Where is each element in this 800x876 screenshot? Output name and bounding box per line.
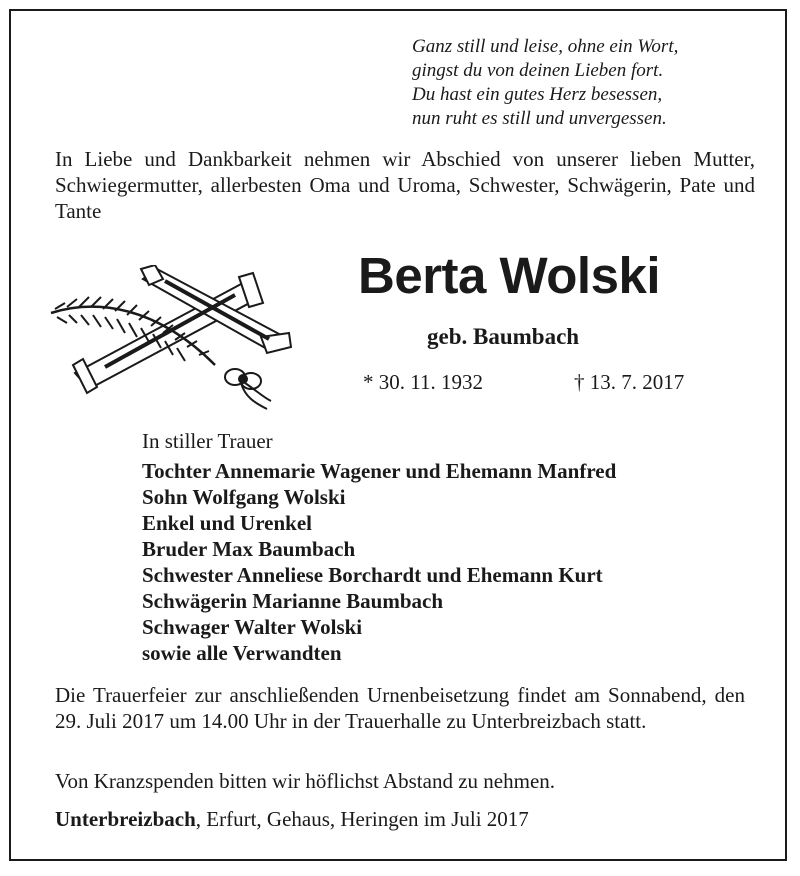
mourner-entry: Schwester Anneliese Borchardt und Ehemann Kurt	[142, 563, 603, 587]
mourner-entry: Bruder Max Baumbach	[142, 537, 356, 561]
place-rest: , Erfurt, Gehaus, Heringen im Juli 2017	[195, 807, 529, 831]
place-and-date	[55, 806, 529, 832]
mourner-entry: Schwägerin Marianne Baumbach	[142, 589, 444, 613]
mourner-entry: Enkel und Urenkel	[142, 511, 312, 535]
place-main: Unterbreizbach	[55, 807, 196, 831]
death-date: † 13. 7. 2017	[574, 370, 685, 394]
poem-line: gingst du von deinen Lieben fort.	[412, 60, 664, 81]
mourner-entry: Schwager Walter Wolski	[142, 615, 363, 639]
mourner-list	[142, 458, 762, 666]
mourning-label: In stiller Trauer	[142, 429, 273, 453]
memorial-poem	[412, 35, 732, 131]
poem-line: nun ruht es still und unvergessen.	[412, 108, 667, 129]
mourner-entry: Tochter Annemarie Wagener und Ehemann Manfred	[142, 459, 617, 483]
intro-text: In Liebe und Dankbarkeit nehmen wir Abschied von unserer lieben Mutter, Schwiegermutter, allerbesten Oma und Uroma, Schwester, Schwägerin, Pate und Tante	[55, 147, 755, 223]
flower-request-text: Von Kranzspenden bitten wir höflichst Abstand zu nehmen.	[55, 769, 556, 793]
deceased-name: Berta Wolski	[358, 247, 660, 304]
birth-date: * 30. 11. 1932	[363, 370, 483, 394]
cross-with-palm-frond-icon	[45, 265, 300, 415]
funeral-service-text: Die Trauerfeier zur anschließenden Urnenbeisetzung findet am Sonnabend, den 29. Juli 2017 um 14.00 Uhr in der Trauerhalle zu Unterbreizbach statt.	[55, 683, 745, 733]
mourner-entry: Sohn Wolfgang Wolski	[142, 485, 346, 509]
poem-line: Ganz still und leise, ohne ein Wort,	[412, 36, 679, 57]
poem-line: Du hast ein gutes Herz besessen,	[412, 84, 663, 105]
mourner-entry: sowie alle Verwandten	[142, 641, 342, 665]
birth-name: geb. Baumbach	[427, 324, 580, 349]
